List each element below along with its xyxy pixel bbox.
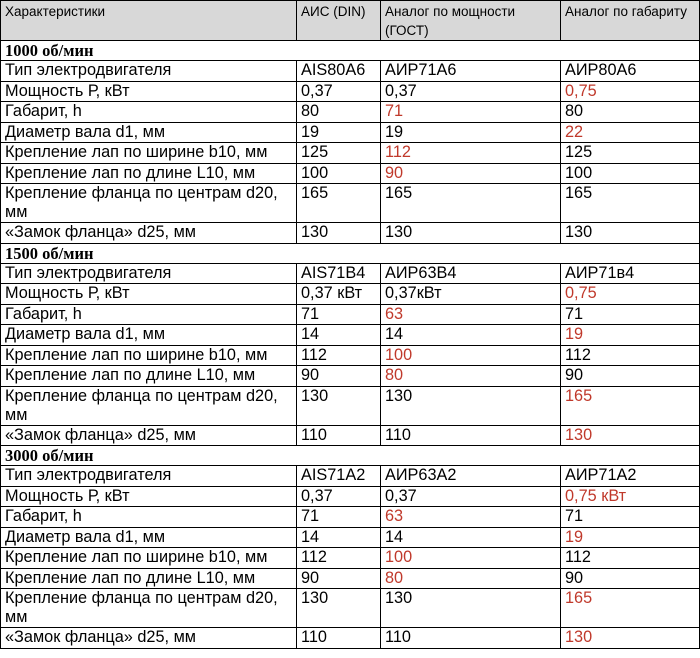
power-analog-cell: 14 <box>381 325 561 346</box>
power-analog-cell: АИР71А6 <box>381 61 561 82</box>
table-row <box>1 425 700 446</box>
table-row <box>1 589 700 628</box>
table-row <box>1 284 700 305</box>
characteristic-cell: «Замок фланца» d25, мм <box>1 425 297 446</box>
ais-value-cell: 130 <box>297 386 381 425</box>
size-analog-cell: 90 <box>561 568 700 589</box>
ais-value-cell: 100 <box>297 163 381 184</box>
size-analog-cell: 71 <box>561 507 700 528</box>
characteristic-cell: Диаметр вала d1, мм <box>1 527 297 548</box>
size-analog-cell: 19 <box>561 527 700 548</box>
power-analog-cell: 63 <box>381 507 561 528</box>
power-analog-cell: 0,37 <box>381 81 561 102</box>
characteristic-cell: Диаметр вала d1, мм <box>1 122 297 143</box>
characteristic-cell: Крепление фланца по центрам d20, мм <box>1 386 297 425</box>
table-row <box>1 345 700 366</box>
ais-value-cell: 112 <box>297 345 381 366</box>
power-analog-cell: 165 <box>381 184 561 223</box>
characteristic-cell: Габарит, h <box>1 304 297 325</box>
power-analog-cell: 80 <box>381 366 561 387</box>
size-analog-cell: 112 <box>561 345 700 366</box>
size-analog-cell: 0,75 кВт <box>561 486 700 507</box>
table-row <box>1 102 700 123</box>
characteristic-cell: Тип электродвигателя <box>1 466 297 487</box>
characteristic-cell: «Замок фланца» d25, мм <box>1 223 297 244</box>
power-analog-cell: 100 <box>381 548 561 569</box>
characteristic-cell: Диаметр вала d1, мм <box>1 325 297 346</box>
ais-value-cell: 80 <box>297 102 381 123</box>
power-analog-cell: 110 <box>381 425 561 446</box>
size-analog-cell: АИР80А6 <box>561 61 700 82</box>
ais-value-cell: 90 <box>297 366 381 387</box>
table-row <box>1 325 700 346</box>
ais-value-cell: 71 <box>297 507 381 528</box>
size-analog-cell: АИР71в4 <box>561 263 700 284</box>
ais-value-cell: 112 <box>297 548 381 569</box>
size-analog-cell: 130 <box>561 425 700 446</box>
ais-value-cell: 0,37 <box>297 486 381 507</box>
power-analog-cell: 14 <box>381 527 561 548</box>
section-header-row <box>1 446 700 466</box>
header-characteristics: Характеристики <box>1 1 297 41</box>
characteristic-cell: Крепление фланца по центрам d20, мм <box>1 589 297 628</box>
size-analog-cell: 100 <box>561 163 700 184</box>
power-analog-cell: 130 <box>381 223 561 244</box>
header-ais-din: АИС (DIN) <box>297 1 381 41</box>
characteristic-cell: «Замок фланца» d25, мм <box>1 628 297 649</box>
size-analog-cell: 80 <box>561 102 700 123</box>
table-row <box>1 223 700 244</box>
characteristic-cell: Крепление лап по ширине b10, мм <box>1 548 297 569</box>
header-size-analog: Аналог по габариту <box>561 1 700 41</box>
table-row <box>1 61 700 82</box>
power-analog-cell: 110 <box>381 628 561 649</box>
section-header-row <box>1 41 700 61</box>
size-analog-cell: 130 <box>561 223 700 244</box>
ais-value-cell: 110 <box>297 628 381 649</box>
ais-value-cell: 19 <box>297 122 381 143</box>
ais-value-cell: AIS71B4 <box>297 263 381 284</box>
ais-value-cell: 14 <box>297 325 381 346</box>
size-analog-cell: 0,75 <box>561 284 700 305</box>
size-analog-cell: 90 <box>561 366 700 387</box>
characteristic-cell: Крепление лап по длине L10, мм <box>1 163 297 184</box>
ais-value-cell: 71 <box>297 304 381 325</box>
table-row <box>1 628 700 649</box>
size-analog-cell: 165 <box>561 184 700 223</box>
table-row <box>1 184 700 223</box>
ais-value-cell: AIS80A6 <box>297 61 381 82</box>
characteristic-cell: Крепление фланца по центрам d20, мм <box>1 184 297 223</box>
characteristic-cell: Тип электродвигателя <box>1 263 297 284</box>
power-analog-cell: 19 <box>381 122 561 143</box>
power-analog-cell: 71 <box>381 102 561 123</box>
power-analog-cell: 90 <box>381 163 561 184</box>
ais-value-cell: 125 <box>297 143 381 164</box>
table-row <box>1 163 700 184</box>
power-analog-cell: 0,37кВт <box>381 284 561 305</box>
section-header-row <box>1 243 700 263</box>
table-row <box>1 263 700 284</box>
characteristic-cell: Крепление лап по длине L10, мм <box>1 568 297 589</box>
ais-value-cell: 130 <box>297 589 381 628</box>
size-analog-cell: 19 <box>561 325 700 346</box>
table-row <box>1 122 700 143</box>
table-row <box>1 386 700 425</box>
characteristic-cell: Габарит, h <box>1 102 297 123</box>
size-analog-cell: 71 <box>561 304 700 325</box>
table-header <box>1 1 700 41</box>
table-row <box>1 81 700 102</box>
size-analog-cell: 165 <box>561 386 700 425</box>
ais-value-cell: AIS71A2 <box>297 466 381 487</box>
table-row <box>1 507 700 528</box>
table-row <box>1 548 700 569</box>
characteristic-cell: Мощность Р, кВт <box>1 81 297 102</box>
ais-value-cell: 14 <box>297 527 381 548</box>
ais-value-cell: 90 <box>297 568 381 589</box>
power-analog-cell: 130 <box>381 589 561 628</box>
size-analog-cell: 165 <box>561 589 700 628</box>
size-analog-cell: АИР71А2 <box>561 466 700 487</box>
ais-value-cell: 130 <box>297 223 381 244</box>
table-row <box>1 568 700 589</box>
characteristic-cell: Мощность Р, кВт <box>1 284 297 305</box>
table-body <box>1 41 700 649</box>
ais-value-cell: 0,37 кВт <box>297 284 381 305</box>
table-row <box>1 527 700 548</box>
section-title: 1000 об/мин <box>1 41 700 61</box>
power-analog-cell: АИР63А2 <box>381 466 561 487</box>
ais-value-cell: 110 <box>297 425 381 446</box>
table-row <box>1 304 700 325</box>
characteristic-cell: Крепление лап по ширине b10, мм <box>1 143 297 164</box>
size-analog-cell: 22 <box>561 122 700 143</box>
table-row <box>1 366 700 387</box>
table-row <box>1 486 700 507</box>
characteristic-cell: Мощность Р, кВт <box>1 486 297 507</box>
power-analog-cell: 100 <box>381 345 561 366</box>
power-analog-cell: 80 <box>381 568 561 589</box>
table-row <box>1 466 700 487</box>
header-power-analog: Аналог по мощности (ГОСТ) <box>381 1 561 41</box>
power-analog-cell: 0,37 <box>381 486 561 507</box>
ais-value-cell: 165 <box>297 184 381 223</box>
header-row <box>1 1 700 41</box>
size-analog-cell: 130 <box>561 628 700 649</box>
size-analog-cell: 0,75 <box>561 81 700 102</box>
section-title: 3000 об/мин <box>1 446 700 466</box>
ais-value-cell: 0,37 <box>297 81 381 102</box>
size-analog-cell: 112 <box>561 548 700 569</box>
power-analog-cell: АИР63В4 <box>381 263 561 284</box>
power-analog-cell: 130 <box>381 386 561 425</box>
table-row <box>1 143 700 164</box>
power-analog-cell: 63 <box>381 304 561 325</box>
size-analog-cell: 125 <box>561 143 700 164</box>
power-analog-cell: 112 <box>381 143 561 164</box>
characteristic-cell: Габарит, h <box>1 507 297 528</box>
section-title: 1500 об/мин <box>1 243 700 263</box>
characteristic-cell: Крепление лап по ширине b10, мм <box>1 345 297 366</box>
characteristic-cell: Тип электродвигателя <box>1 61 297 82</box>
characteristic-cell: Крепление лап по длине L10, мм <box>1 366 297 387</box>
